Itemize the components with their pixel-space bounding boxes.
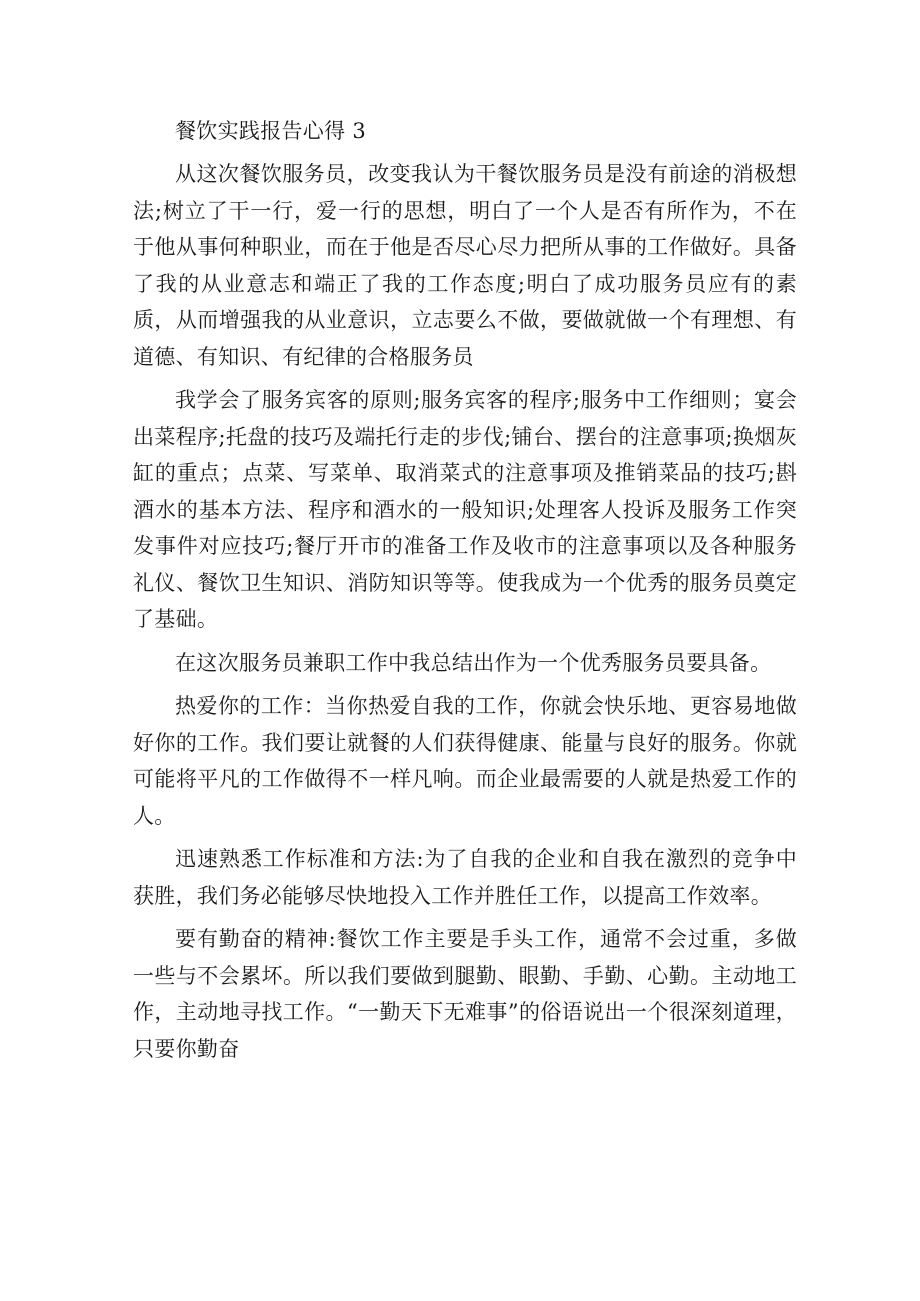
paragraph-4: 热爱你的工作：当你热爱自我的工作，你就会快乐地、更容易地做好你的工作。我们要让就餐的人们获得健康、能量与良好的服务。你就可能将平凡的工作做得不一样凡响。而企业最需要的人就是热爱工作的人。 xyxy=(133,694,797,828)
document-title: 餐饮实践报告心得 3 xyxy=(175,119,367,143)
document-body xyxy=(133,113,797,1074)
paragraph-5: 迅速熟悉工作标准和方法:为了自我的企业和自我在激烈的竞争中获胜，我们务必能够尽快地投入工作并胜任工作，以提高工作效率。 xyxy=(133,847,797,908)
paragraph-6: 要有勤奋的精神:餐饮工作主要是手头工作，通常不会过重，多做一些与不会累坏。所以我们要做到腿勤、眼勤、手勤、心勤。主动地工作，主动地寻找工作。“一勤天下无难事”的俗语说出一个很深刻道理，只要你勤奋 xyxy=(133,927,797,1061)
paragraph-2: 我学会了服务宾客的原则;服务宾客的程序;服务中工作细则；宴会出菜程序;托盘的技巧及端托行走的步伐;铺台、摆台的注意事项;换烟灰缸的重点；点菜、写菜单、取消菜式的注意事项及推销菜品的技巧;斟酒水的基本方法、程序和酒水的一般知识;处理客人投诉及服务工作突发事件对应技巧;餐厅开市的准备工作及收市的注意事项以及各种服务礼仪、餐饮卫生知识、消防知识等等。使我成为一个优秀的服务员奠定了基础。 xyxy=(133,388,797,631)
paragraph-3: 在这次服务员兼职工作中我总结出作为一个优秀服务员要具备。 xyxy=(175,650,772,675)
paragraph-1: 从这次餐饮服务员，改变我认为干餐饮服务员是没有前途的消极想法;树立了干一行，爱一行的思想，明白了一个人是否有所作为，不在于他从事何种职业，而在于他是否尽心尽力把所从事的工作做好。具备了我的从业意志和端正了我的工作态度;明白了成功服务员应有的素质，从而增强我的从业意识，立志要么不做，要做就做一个有理想、有道德、有知识、有纪律的合格服务员 xyxy=(133,162,797,369)
